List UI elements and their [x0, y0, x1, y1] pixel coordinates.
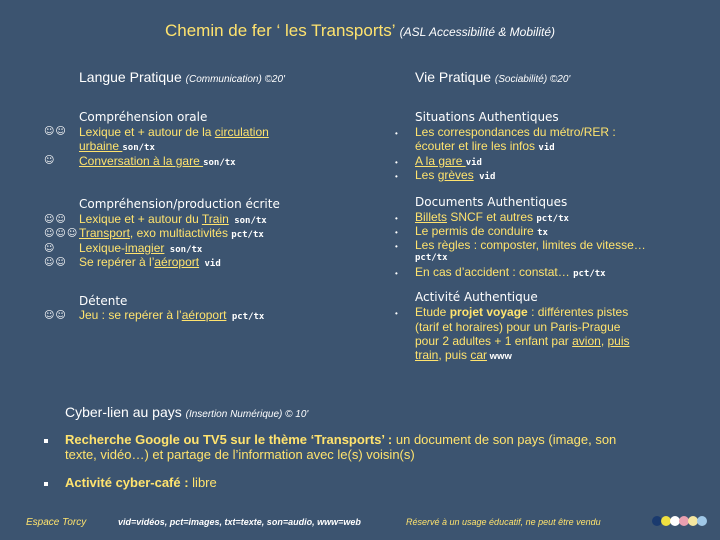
level-smiley-icon: ☺☺ [44, 257, 67, 268]
etude-projet-line [415, 305, 628, 320]
media-tag: tx [537, 228, 548, 238]
line-text: : différentes pistes [527, 305, 629, 319]
media-tag: son/tx [228, 216, 267, 226]
bullet-icon: • [395, 242, 398, 251]
line-text: Les [415, 168, 438, 182]
cyber-bullet-1-line1 [65, 432, 616, 448]
logo-icon [652, 515, 716, 527]
level-smiley-icon: ☺☺ [44, 214, 67, 225]
footer-legend: vid=vidéos, pct=images, txt=texte, son=audio, www=web [118, 517, 361, 527]
train-link[interactable]: Train [201, 212, 229, 226]
footer-right: Réservé à un usage éducatif, ne peut être vendu [406, 517, 601, 527]
lexique-circulation-line [79, 125, 269, 140]
line-text: Recherche Google ou TV5 sur le thème ‘Transports’ : [65, 432, 396, 447]
tarif-line: (tarif et horaires) pour un Paris-Prague [415, 320, 621, 334]
correspondances-line: Les correspondances du métro/RER : [415, 125, 616, 139]
media-tag: son/tx [122, 143, 155, 153]
left-heading-text: Langue Pratique [79, 69, 182, 85]
level-smiley-icon: ☺☺☺ [44, 228, 79, 239]
title-subtitle: (ASL Accessibilité & Mobilité) [399, 25, 556, 39]
media-tag: son/tx [164, 245, 203, 255]
section-comprehension-production: Compréhension/production écrite [79, 197, 280, 211]
cyber-heading-text: Cyber-lien au pays [65, 404, 182, 420]
line-text: texte, vidéo…) et partage de l’information avec le(s) voisin(s) [65, 447, 415, 462]
puis-link[interactable]: puis [607, 334, 630, 348]
greves-line [415, 168, 495, 185]
regles-line: Les règles : composter, limites de vitesse… [415, 238, 646, 252]
a-la-gare-link[interactable]: A la gare [415, 154, 466, 168]
avion-link[interactable]: avion [572, 334, 601, 348]
left-heading-note: (Communication) ©20' [185, 74, 285, 85]
section-comprehension-orale: Compréhension orale [79, 110, 208, 124]
adultes-line [415, 334, 630, 349]
media-tag: www [487, 351, 512, 362]
right-heading-text: Vie Pratique [415, 69, 492, 85]
line-text: En cas d’accident : constat… [415, 265, 574, 279]
section-situations-authentiques: Situations Authentiques [415, 110, 559, 124]
left-column-heading [79, 69, 285, 85]
transport-link[interactable]: Transport [79, 226, 130, 240]
jeu-aeroport-line [79, 308, 264, 325]
square-bullet-icon [44, 482, 48, 486]
line-text: , [600, 334, 608, 348]
reperer-aeroport-line [79, 255, 221, 272]
circulation-link[interactable]: circulation [214, 125, 269, 139]
media-tag: pct/tx [573, 269, 606, 279]
bullet-icon: • [395, 309, 398, 318]
level-smiley-icon: ☺☺ [44, 310, 67, 321]
line-text: Etude [415, 305, 450, 319]
car-link[interactable]: car [470, 348, 488, 362]
line-text: Le permis de conduire [415, 224, 538, 238]
line-text: SNCF et autres [447, 210, 537, 224]
bullet-icon: • [395, 158, 398, 167]
cyber-bullet-2 [65, 475, 217, 491]
line-text: pour 2 adultes + 1 enfant par [415, 334, 573, 348]
billets-link[interactable]: Billets [415, 210, 448, 224]
media-tag: vid [473, 172, 496, 182]
media-tag: pct/tx [536, 214, 569, 224]
logo-dot [697, 516, 707, 526]
projet-voyage-text: projet voyage [449, 305, 528, 319]
bullet-icon: • [395, 228, 398, 237]
urbaine-link[interactable]: urbaine [79, 139, 123, 153]
train-car-line [415, 348, 512, 365]
square-bullet-icon [44, 439, 48, 443]
title-main: Chemin de fer ‘ les Transports’ [164, 21, 395, 40]
conversation-gare-link[interactable]: Conversation à la gare [79, 154, 204, 168]
media-tag: pct/tx [226, 312, 265, 322]
cyber-heading [65, 404, 308, 420]
conversation-gare-line [79, 154, 236, 171]
page-title [0, 21, 720, 41]
right-column-heading [415, 69, 570, 85]
bullet-icon: • [395, 172, 398, 181]
line-text: Lexique et + autour du [79, 212, 202, 226]
cyber-bullet-1-line2 [65, 447, 415, 463]
line-text: écouter et lire les infos [415, 139, 539, 153]
line-text: Jeu : se repérer à l’ [79, 308, 182, 322]
line-text: Lexique- [79, 241, 126, 255]
line-text: Se repérer à l’ [79, 255, 155, 269]
imagier-link[interactable]: imagier [125, 241, 165, 255]
line-text: un document de son pays (image, son [395, 432, 617, 447]
level-smiley-icon: ☺ [44, 155, 56, 166]
level-smiley-icon: ☺☺ [44, 126, 67, 137]
media-tag: pct/tx [415, 253, 448, 263]
greves-link[interactable]: grèves [437, 168, 474, 182]
bullet-icon: • [395, 214, 398, 223]
aeroport-game-link[interactable]: aéroport [181, 308, 227, 322]
bullet-icon: • [395, 129, 398, 138]
cyber-heading-note: (Insertion Numérique) © 10' [185, 409, 309, 420]
footer-left: Espace Torcy [26, 517, 87, 528]
section-documents-authentiques: Documents Authentiques [415, 195, 568, 209]
media-tag: son/tx [203, 158, 236, 168]
media-tag: vid [465, 158, 482, 168]
level-smiley-icon: ☺ [44, 243, 56, 254]
media-tag: vid [199, 259, 221, 269]
right-heading-note: (Sociabilité) ©20' [494, 74, 571, 85]
line-text: , puis [438, 348, 471, 362]
bullet-icon: • [395, 269, 398, 278]
section-activite-authentique: Activité Authentique [415, 290, 538, 304]
train-link[interactable]: train [415, 348, 439, 362]
line-text: libre [192, 475, 217, 490]
line-text: , exo multiactivités [129, 226, 232, 240]
line-text: Lexique et + autour de la [79, 125, 215, 139]
accident-line [415, 265, 606, 282]
aeroport-link[interactable]: aéroport [154, 255, 200, 269]
media-tag: vid [538, 143, 555, 153]
media-tag: pct/tx [231, 230, 264, 240]
line-text: Activité cyber-café : [65, 475, 193, 490]
section-detente: Détente [79, 294, 128, 308]
